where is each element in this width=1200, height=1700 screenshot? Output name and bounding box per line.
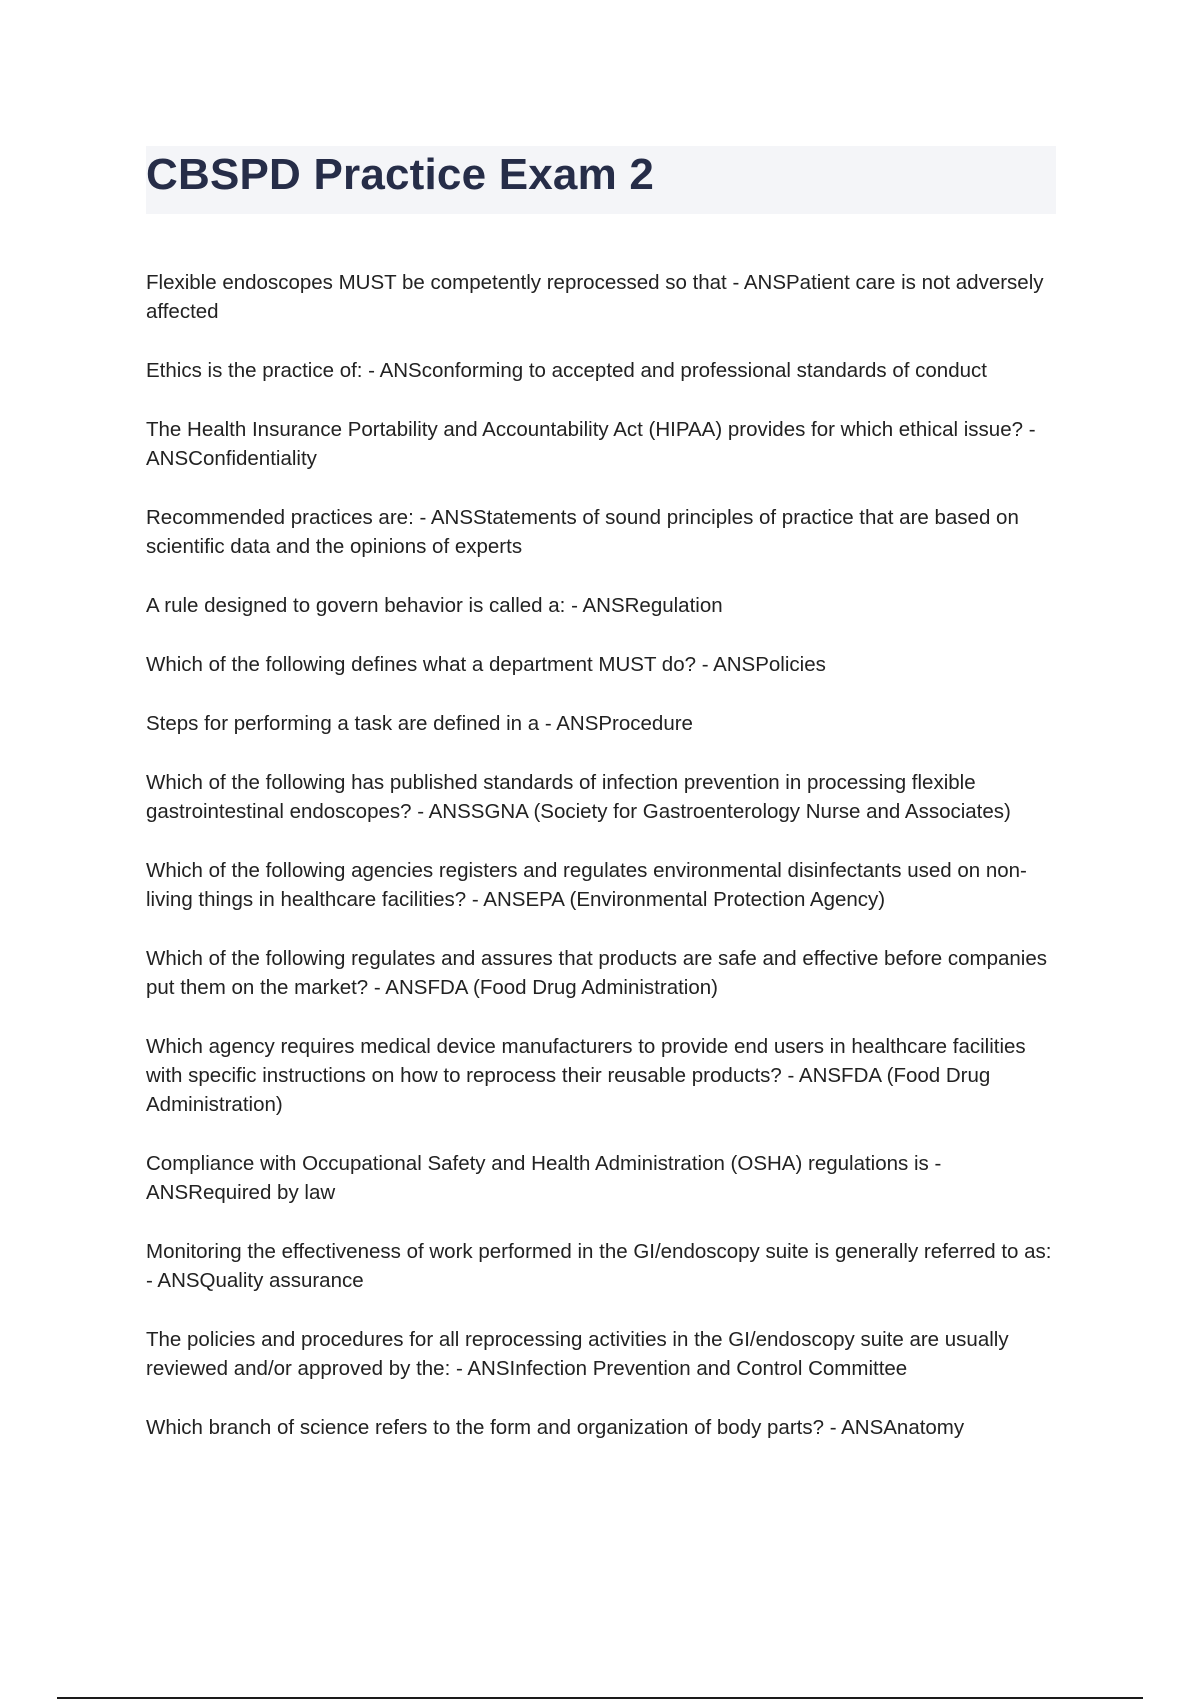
qa-item: Flexible endoscopes MUST be competently reprocessed so that - ANSPatient care is not adversely affected xyxy=(146,271,1044,323)
qa-item: Which branch of science refers to the form and organization of body parts? - ANSAnatomy xyxy=(146,1416,965,1439)
qa-item: Monitoring the effectiveness of work performed in the GI/endoscopy suite is generally referred to as: - ANSQuality assurance xyxy=(146,1240,1052,1292)
footer-divider xyxy=(57,1697,1143,1699)
qa-item: Which agency requires medical device manufacturers to provide end users in healthcare facilities with specific instructions on how to reprocess their reusable products? - ANSFDA (Food Drug Administration) xyxy=(146,1035,1026,1116)
qa-item: Recommended practices are: - ANSStatements of sound principles of practice that are based on scientific data and the opinions of experts xyxy=(146,506,1019,558)
qa-item: Which of the following regulates and assures that products are safe and effective before companies put them on the market? - ANSFDA (Food Drug Administration) xyxy=(146,947,1048,999)
qa-list xyxy=(146,268,1061,1472)
qa-item: Which of the following has published standards of infection prevention in processing flexible gastrointestinal endoscopes? - ANSSGNA (Society for Gastroenterology Nurse and Associates) xyxy=(146,771,1011,823)
qa-item: Which of the following agencies registers and regulates environmental disinfectants used on non-living things in healthcare facilities? - ANSEPA (Environmental Protection Agency) xyxy=(146,859,1027,911)
qa-item: The Health Insurance Portability and Accountability Act (HIPAA) provides for which ethical issue? - ANSConfidentiality xyxy=(146,418,1036,470)
qa-item: Compliance with Occupational Safety and Health Administration (OSHA) regulations is - ANSRequired by law xyxy=(146,1152,942,1204)
title-band xyxy=(146,146,1056,214)
qa-item: The policies and procedures for all reprocessing activities in the GI/endoscopy suite are usually reviewed and/or approved by the: - ANSInfection Prevention and Control Committee xyxy=(146,1328,1009,1380)
qa-item: Steps for performing a task are defined in a - ANSProcedure xyxy=(146,712,693,735)
qa-item: Which of the following defines what a department MUST do? - ANSPolicies xyxy=(146,653,826,676)
qa-item: Ethics is the practice of: - ANSconforming to accepted and professional standards of conduct xyxy=(146,359,987,382)
qa-item: A rule designed to govern behavior is called a: - ANSRegulation xyxy=(146,594,723,617)
page-title: CBSPD Practice Exam 2 xyxy=(146,150,655,199)
